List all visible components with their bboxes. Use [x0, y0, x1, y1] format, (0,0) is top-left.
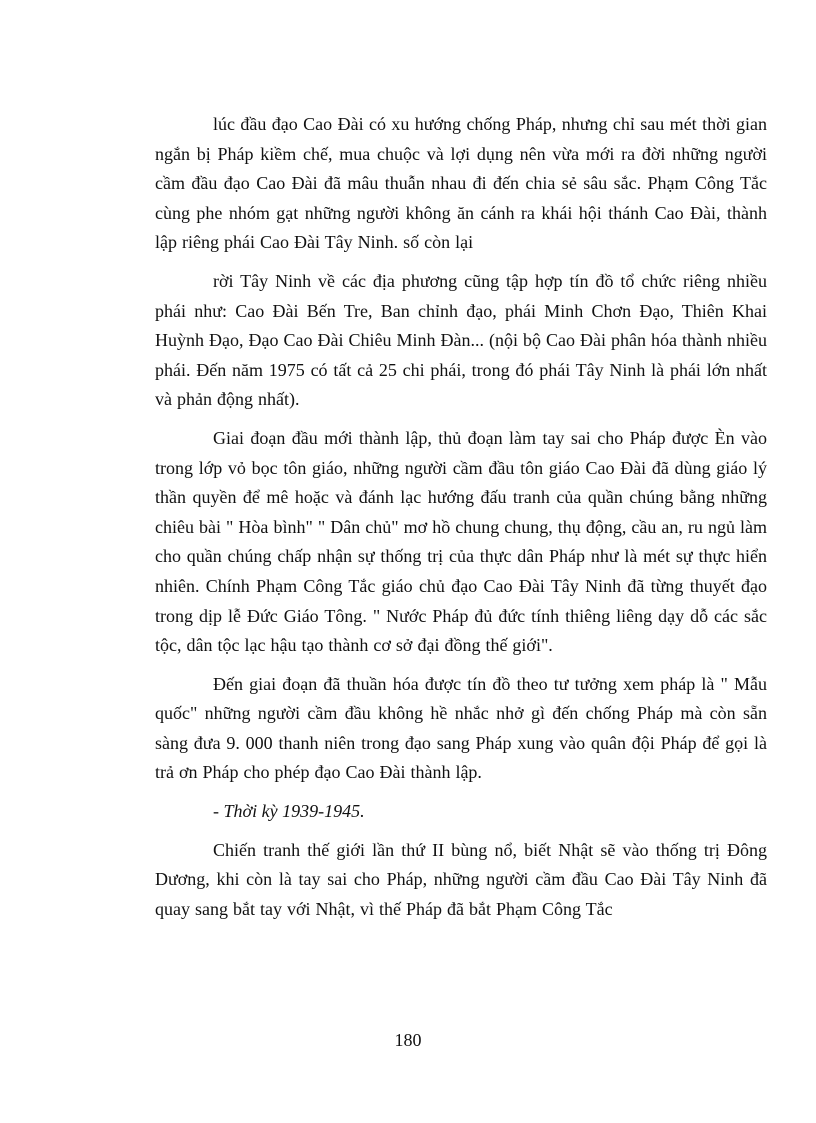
- page-body: [155, 110, 767, 933]
- paragraph-5: Chiến tranh thế giới lần thứ II bùng nổ, biết Nhật sẽ vào thống trị Đông Dương, khi còn là tay sai cho Pháp, những người cầm đầu Cao Đài Tây Ninh đã quay sang bắt tay với Nhật, vì thế Pháp đã bắt Phạm Công Tắc: [155, 839, 767, 919]
- paragraph-3: Giai đoạn đầu mới thành lập, thủ đoạn làm tay sai cho Pháp được Èn vào trong lớp vỏ bọc tôn giáo, những người cầm đầu tôn giáo Cao Đài đã dùng giáo lý thần quyền để mê hoặc và đánh lạc hướng đấu tranh của quần chúng bằng những chiêu bài " Hòa bình" " Dân chủ" mơ hồ chung chung, thụ động, cầu an, ru ngủ làm cho quần chúng chấp nhận sự thống trị của thực dân Pháp như là mét sự thực hiển nhiên. Chính Phạm Công Tắc giáo chủ đạo Cao Đài Tây Ninh đã từng thuyết đạo trong dịp lễ Đức Giáo Tông. " Nước Pháp đủ đức tính thiêng liêng dạy dỗ các sắc tộc, dân tộc lạc hậu tạo thành cơ sở đại đồng thế giới".: [155, 427, 767, 656]
- paragraph-2: rời Tây Ninh về các địa phương cũng tập hợp tín đồ tổ chức riêng nhiều phái như: Cao Đài Bến Tre, Ban chỉnh đạo, phái Minh Chơn Đạo, Thiên Khai Huỳnh Đạo, Đạo Cao Đài Chiêu Minh Đàn... (nội bộ Cao Đài phân hóa thành nhiều phái. Đến năm 1975 có tất cả 25 chi phái, trong đó phái Tây Ninh là phái lớn nhất và phản động nhất).: [155, 270, 767, 410]
- section-heading: - Thời kỳ 1939-1945.: [213, 801, 365, 822]
- paragraph-1: lúc đầu đạo Cao Đài có xu hướng chống Pháp, nhưng chỉ sau mét thời gian ngắn bị Pháp kiềm chế, mua chuộc và lợi dụng nên vừa mới ra đời những người cầm đầu đạo Cao Đài đã mâu thuẫn nhau đi đến chia sẻ sâu sắc. Phạm Công Tắc cùng phe nhóm gạt những người không ăn cánh ra khái hội thánh Cao Đài, thành lập riêng phái Cao Đài Tây Ninh. số còn lại: [155, 114, 767, 253]
- page-number: 180: [394, 1030, 422, 1050]
- paragraph-4: Đến giai đoạn đã thuần hóa được tín đồ theo tư tưởng xem pháp là " Mẫu quốc" những người cầm đầu không hề nhắc nhở gì đến chống Pháp mà còn sẵn sàng đưa 9. 000 thanh niên trong đạo sang Pháp xung vào quân đội Pháp để gọi là trả ơn Pháp cho phép đạo Cao Đài thành lập.: [155, 673, 767, 783]
